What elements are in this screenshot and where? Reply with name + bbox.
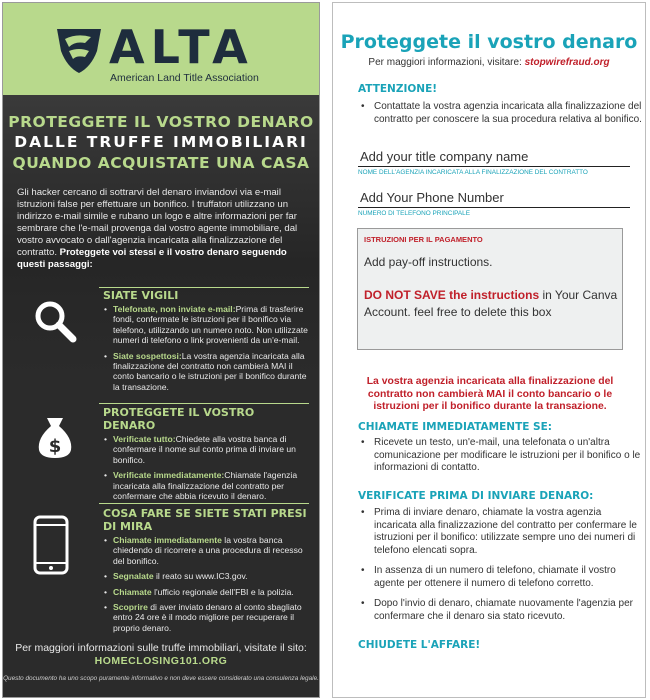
list-item: • Prima di inviare denaro, chiamate la vostra agenzia incaricata alla finalizzazione del contratto per confermare le istruzioni per il bonifico: utilizzate sempre uno dei numeri di telefono elencati sopra. [374,507,646,557]
list-item: • Scoprire di aver inviato denaro al conto sbagliato entro 24 ore è il modo migliore per recuperare il proprio denaro. [113,602,309,633]
section-title: COSA FARE SE SIETE STATI PRESI DI MIRA [103,507,307,533]
intro-bold: Proteggete voi stessi e il vostro denaro seguendo questi passaggi: [17,247,287,270]
close-heading: CHIUDETE L'AFFARE! [358,639,481,651]
intro-text: Gli hacker cercano di sottrarvi del denaro inviandovi via e-mail istruzioni false per effettuare un bonifico. I truffatori utilizzano un indirizzo e-mail simile e rubano un logo e altre informazioni per far sembrare che l'e-mail provenga dal vostro agente immobiliare, dal vostro avvocato o dall'agenzia incaricata alla finalizzazione del contratto. [17,187,298,258]
intro-paragraph [17,187,305,271]
headline-line3: QUANDO ACQUISTATE UNA CASA [12,154,310,172]
verify-heading: VERIFICATE PRIMA DI INVIARE DENARO: [358,490,594,502]
list-item: • Dopo l'invio di denaro, chiamate nuovamente l'agenzia per confermare che il denaro sia stato ricevuto. [374,598,646,623]
divider [99,503,309,504]
section-body [103,507,309,638]
payment-label: ISTRUZIONI PER IL PAGAMENTO [364,235,483,244]
eagle-shield-icon [51,21,107,77]
phone-number-label: NUMERO DI TELEFONO PRINCIPALE [358,210,470,217]
list-item: • Segnalate il reato su www.IC3.gov. [113,571,309,581]
payment-note: DO NOT SAVE the instructions in Your Canva Account. feel free to delete this box [364,288,618,319]
magnifier-icon [33,299,77,343]
subtitle-link[interactable]: stopwirefraud.org [524,57,610,68]
right-panel [332,2,646,698]
divider [99,403,309,404]
phone-number-field[interactable]: Add Your Phone Number [360,190,504,205]
list-item: • Contattate la vostra agenzia incaricata alla finalizzazione del contratto per conoscere la sua procedura relativa al bonifico. [374,101,646,126]
left-panel [2,2,320,698]
divider [99,287,309,288]
list-item: • In assenza di un numero di telefono, chiamate il vostro agente per ottenere il numero di telefono corretto. [374,565,646,590]
company-name-label: NOME DELL'AGENZIA INCARICATA ALLA FINALIZZAZIONE DEL CONTRATTO [358,169,588,176]
disclaimer: Questo documento ha uno scopo puramente informativo e non deve essere considerato una consulenza legale. [3,675,319,682]
section-title: PROTEGGETE IL VOSTRO DENARO [103,406,255,432]
attention-heading: ATTENZIONE! [358,83,438,95]
call-list [358,437,646,483]
list-item: • Verificate tutto:Chiedete alla vostra banca di confermare il nome sul conto prima di inviare un bonifico. [113,434,309,465]
logo-subtitle: American Land Title Association [110,72,259,84]
logo-wordmark: ALTA [109,20,254,74]
subtitle [333,57,645,68]
headline-line2: DALLE TRUFFE IMMOBILIARI [14,133,308,151]
payment-text: Add pay-off instructions. [364,255,493,269]
warning-text: La vostra agenzia incaricata alla finalizzazione del contratto non cambierà MAI il conto bancario o le istruzioni per il bonifico durante la transazione. [366,376,614,412]
svg-text:$: $ [48,436,62,457]
verify-list [358,507,646,631]
footer-info [3,642,319,668]
phone-icon [33,515,69,575]
call-heading: CHIAMATE IMMEDIATAMENTE SE: [358,421,552,433]
page-title: Proteggete il vostro denaro [340,31,638,53]
list-item: • Chiamate immediatamente la vostra banca chiedendo di ricorrere a una procedura di recesso del bonifico. [113,535,309,566]
list-item: • Ricevete un testo, un'e-mail, una telefonata o un'altra comunicazione per modificare le istruzioni per il bonifico o le informazioni di contatto. [374,437,646,475]
logo-header [3,3,319,95]
list-item: • Verificate immediatamente:Chiamate l'agenzia incaricata alla finalizzazione del contratto per confermare che abbia ricevuto il denaro. [113,470,309,501]
attention-list [358,101,646,134]
section-title: SIATE VIGILI [103,289,179,302]
headline-line1: PROTEGGETE IL VOSTRO DENARO [8,113,314,131]
money-bag-icon [33,412,77,460]
footer-text: Per maggiori informazioni sulle truffe immobiliari, visitate il sito: [15,642,307,654]
subtitle-text: Per maggiori informazioni, visitare: [368,57,522,68]
list-item: • Chiamate l'ufficio regionale dell'FBI e la polizia. [113,587,309,597]
fill-line [358,207,630,208]
fill-line [358,166,630,167]
payment-instructions-box[interactable] [357,228,623,350]
list-item: • Telefonate, non inviate e-mail:Prima di trasferire fondi, confermate le istruzioni per il bonifico via telefono, utilizzando un numero noto. Non utilizzate numeri di telefono o link provenienti da un'e-mail. [113,304,309,346]
footer-link[interactable]: HOMECLOSING101.ORG [94,655,228,667]
company-name-field[interactable]: Add your title company name [360,149,529,164]
section-body [103,406,309,506]
section-body [103,289,309,397]
list-item: • Siate sospettosi:La vostra agenzia incaricata alla finalizzazione del contratto non cambierà MAI il conto bancario o le istruzioni per il bonifico durante la transazione. [113,351,309,393]
